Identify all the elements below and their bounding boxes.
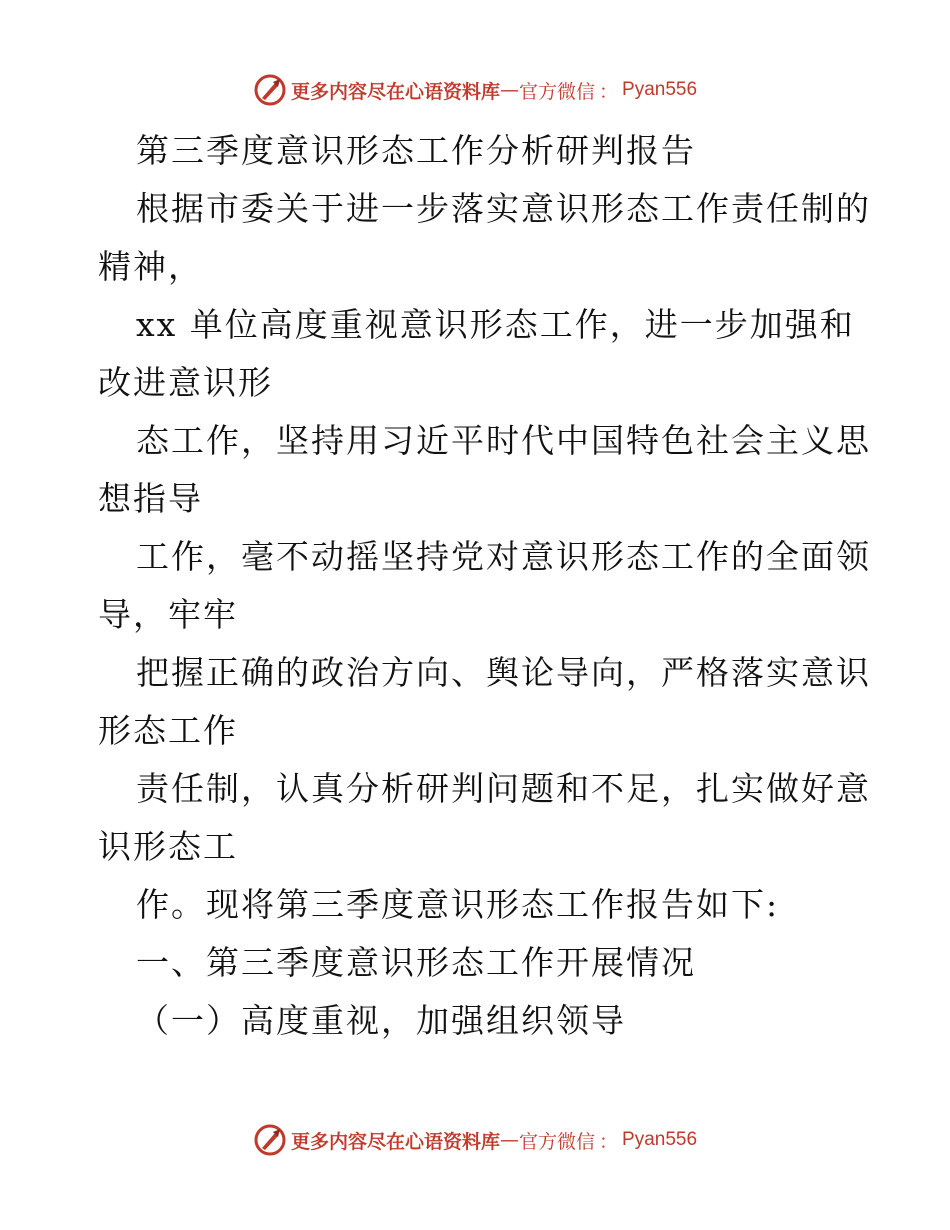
document-line: 精神， [98, 247, 203, 286]
document-line: 责任制，认真分析研判问题和不足，扎实做好意 [136, 769, 871, 808]
document-line: xx 单位高度重视意识形态工作，进一步加强和 [136, 305, 855, 344]
document-line: 工作，毫不动摇坚持党对意识形态工作的全面领 [136, 537, 871, 576]
document-line: 态工作，坚持用习近平时代中国特色社会主义思 [136, 421, 871, 460]
watermark-dash: — [499, 1129, 519, 1151]
document-line: 作。现将第三季度意识形态工作报告如下: [136, 885, 780, 924]
watermark-separator: ： [599, 1130, 619, 1153]
document-line: 根据市委关于进一步落实意识形态工作责任制的 [136, 189, 871, 228]
document-line: 识形态工 [98, 827, 238, 866]
document-line: （一）高度重视，加强组织领导 [136, 1001, 626, 1040]
header-watermark [0, 70, 950, 110]
document-body [98, 122, 871, 1050]
watermark-wechat-id: Pyan556 [622, 1129, 698, 1150]
document-line: 第三季度意识形态工作分析研判报告 [136, 131, 696, 170]
document-line: 形态工作 [98, 711, 238, 750]
quill-logo-icon [253, 73, 287, 107]
document-line: 导，牢牢 [98, 595, 238, 634]
watermark-separator: ： [599, 80, 619, 103]
watermark-wechat-id: Pyan556 [622, 79, 698, 100]
watermark-wechat-label: 官方微信 [518, 80, 595, 103]
document-line: 改进意识形 [98, 363, 273, 402]
watermark-dash: — [499, 79, 519, 101]
footer-watermark [0, 1120, 950, 1160]
watermark-main-text: 更多内容尽在心语资料库 [290, 1130, 500, 1153]
quill-logo-icon [253, 1123, 287, 1157]
watermark-wechat-label: 官方微信 [518, 1130, 595, 1153]
watermark-main-text: 更多内容尽在心语资料库 [290, 80, 500, 103]
document-line: 一、第三季度意识形态工作开展情况 [136, 943, 696, 982]
document-line: 把握正确的政治方向、舆论导向，严格落实意识 [136, 653, 871, 692]
document-line: 想指导 [98, 479, 203, 518]
